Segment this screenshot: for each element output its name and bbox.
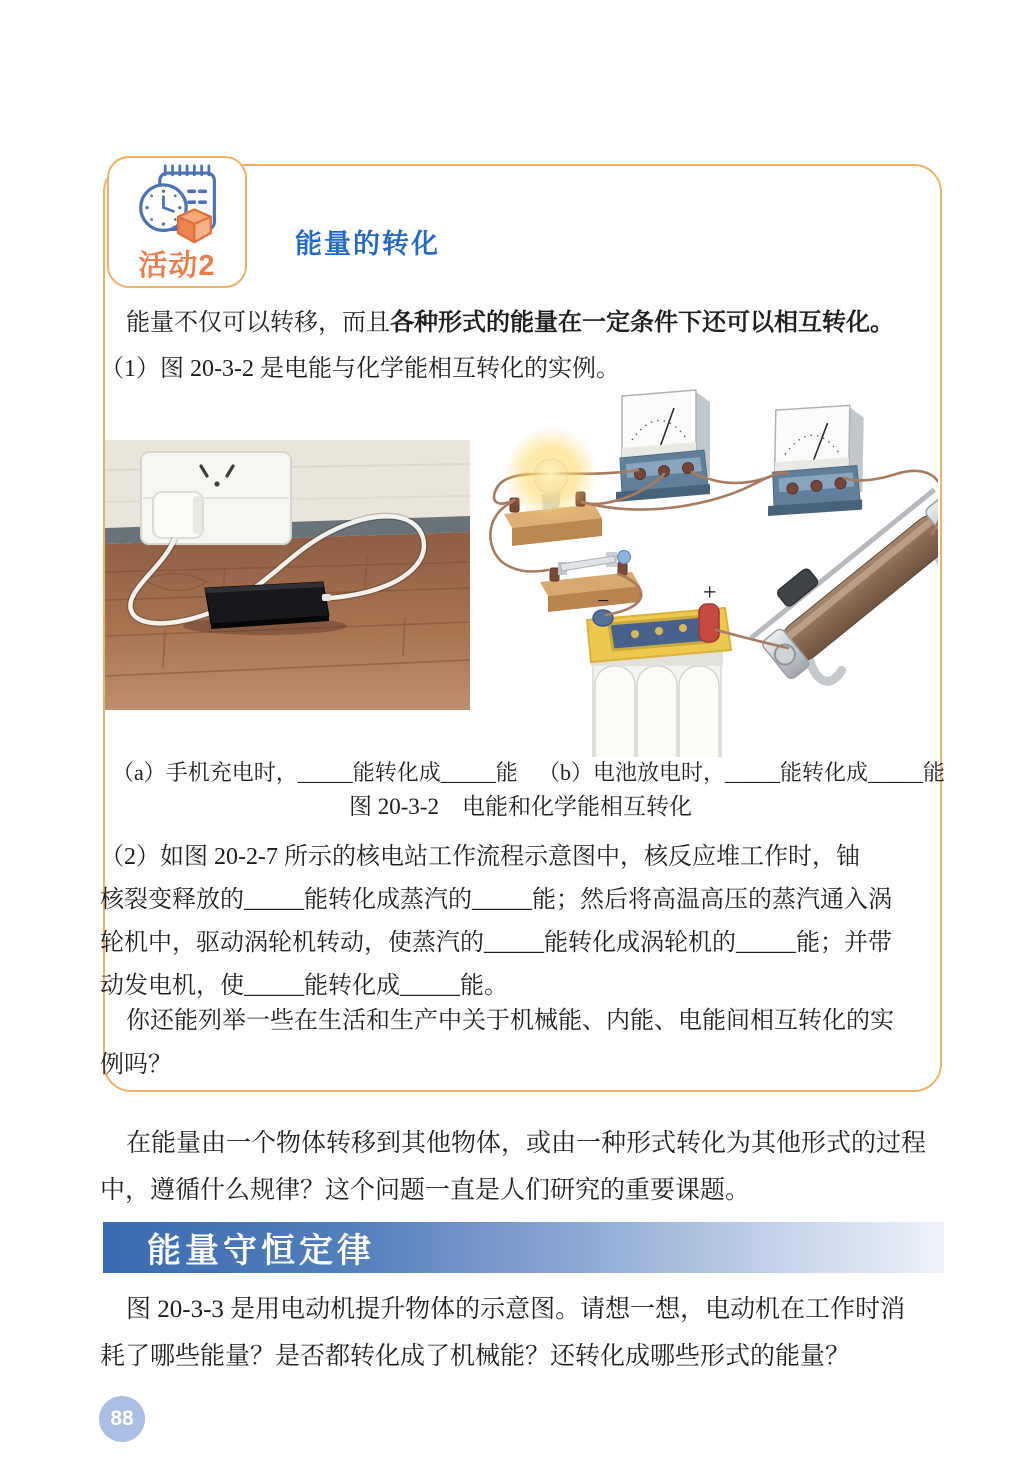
text-line: 核裂变释放的_____能转化成蒸汽的_____能；然后将高温高压的蒸汽通入涡 — [100, 887, 892, 913]
activity-title: 能量的转化 — [295, 229, 440, 259]
text-line: （2）如图 20-2-7 所示的核电站工作流程示意图中，核反应堆工作时，铀 — [100, 844, 860, 870]
section-header-title: 能量守恒定律 — [147, 1232, 375, 1270]
voltmeter — [768, 404, 864, 518]
section-header-bar — [103, 1222, 944, 1273]
calendar-clock-cube-icon — [134, 164, 222, 244]
page-number-badge: 88 — [99, 1396, 145, 1442]
figure-caption-main: 图 20-3-2 电能和化学能相互转化 — [348, 794, 693, 819]
para1-normal: 能量不仅可以转移，而且 — [126, 310, 390, 336]
figure-caption-b: （b）电池放电时，_____能转化成_____能 — [538, 760, 946, 785]
figure-caption-a: （a）手机充电时，_____能转化成_____能 — [112, 760, 518, 785]
text-line: 动发电机，使_____能转化成_____能。 — [100, 973, 508, 999]
text-line — [100, 302, 971, 345]
text-line: （1）图 20-3-2 是电能与化学能相互转化的实例。 — [100, 356, 620, 382]
text-line: 轮机中，驱动涡轮机转动，使蒸汽的_____能转化成涡轮机的_____能；并带 — [100, 930, 892, 956]
text-line: 中，遵循什么规律？这个问题一直是人们研究的重要课题。 — [100, 1177, 751, 1204]
usb-connector — [322, 594, 331, 601]
switch — [540, 551, 640, 613]
bulb-glow — [504, 427, 598, 521]
power-bank — [205, 582, 331, 629]
battery — [587, 580, 731, 757]
activity-badge-label: 活动2 — [138, 250, 216, 282]
ammeter — [616, 390, 710, 502]
battery-positive-terminal — [699, 604, 719, 642]
battery-minus-label: − — [597, 588, 610, 613]
phone-charging-photo — [105, 440, 470, 710]
charger-plug — [153, 492, 203, 538]
text-line: 你还能列举一些在生活和生产中关于机械能、内能、电能间相互转化的实 — [126, 1008, 894, 1034]
text-line: 耗了哪些能量？是否都转化成了机械能？还转化成哪些形式的能量？ — [100, 1343, 851, 1370]
text-line: 图 20-3-3 是用电动机提升物体的示意图。请想一想，电动机在工作时消 — [126, 1296, 906, 1323]
text-line: 在能量由一个物体转移到其他物体，或由一种形式转化为其他形式的过程 — [126, 1130, 927, 1157]
para1-bold: 各种形式的能量在一定条件下还可以相互转化。 — [390, 310, 894, 336]
battery-plus-label: + — [703, 580, 717, 606]
text-line: 例吗？ — [100, 1052, 172, 1078]
circuit-experiment-illustration — [488, 382, 938, 757]
